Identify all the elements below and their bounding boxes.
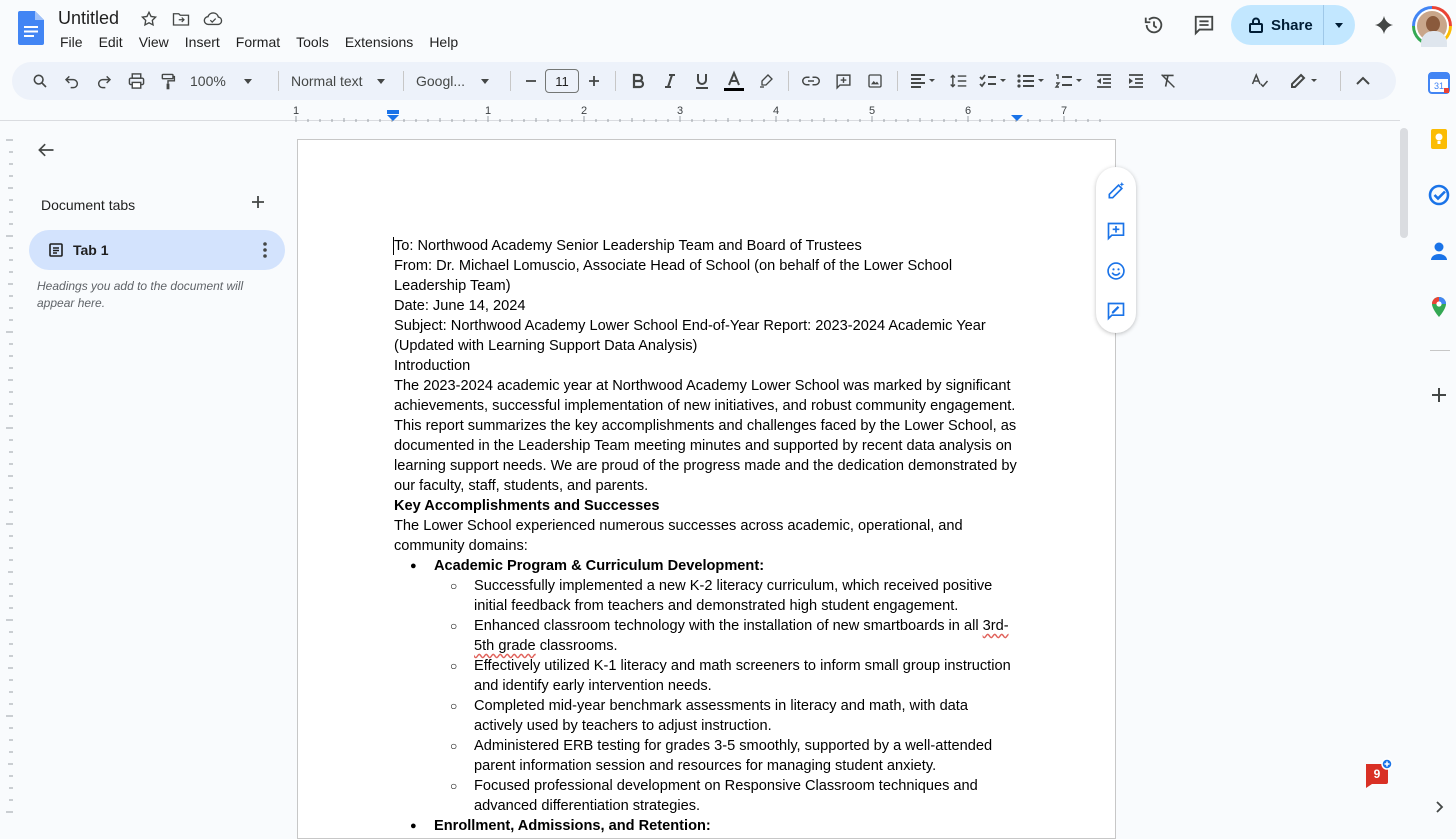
tasks-icon[interactable] (1428, 184, 1450, 206)
zoom-value: 100% (190, 73, 226, 89)
gemini-icon[interactable] (1364, 5, 1404, 45)
right-indent-marker[interactable] (1011, 115, 1023, 121)
clear-formatting-icon[interactable] (1152, 65, 1184, 97)
checklist-icon[interactable] (974, 65, 1012, 97)
star-icon[interactable] (138, 10, 160, 28)
emoji-reaction-icon[interactable] (1100, 255, 1132, 287)
insert-link-icon[interactable] (795, 65, 827, 97)
list-item-text: Enhanced classroom technology with the installation of new smartboards in all (474, 618, 983, 634)
horizontal-ruler[interactable] (292, 104, 1116, 122)
memo-subject[interactable]: Subject: Northwood Academy Lower School End-of-Year Report: 2023-2024 Academic Year (Updated with Learning Support Data Analysis) (394, 318, 986, 354)
notification-badge[interactable] (1362, 758, 1392, 788)
editing-mode-icon[interactable] (1284, 65, 1328, 97)
calendar-icon[interactable] (1428, 72, 1450, 94)
intro-heading[interactable]: Introduction (394, 358, 471, 374)
add-tab-icon[interactable] (248, 192, 268, 212)
move-folder-icon[interactable] (170, 10, 192, 28)
left-indent-marker[interactable] (387, 115, 399, 121)
show-side-panel-icon[interactable] (1428, 796, 1450, 818)
menu-view[interactable]: View (138, 34, 169, 50)
print-icon[interactable] (120, 65, 152, 97)
list-heading[interactable]: ● Academic Program & Curriculum Development: (394, 556, 1020, 576)
spelling-check-icon[interactable] (1244, 65, 1276, 97)
svg-text:31: 31 (1433, 81, 1445, 91)
list-item[interactable]: ○ Successfully implemented a new K-2 literacy curriculum, which received positive initial feedback from teachers and demonstrated high student engagement. (394, 576, 1020, 616)
vertical-ruler (0, 122, 13, 828)
close-outline-back-icon[interactable] (36, 140, 56, 160)
text-color-icon[interactable] (718, 65, 750, 97)
style-select[interactable] (285, 73, 397, 89)
text-cursor (393, 237, 394, 255)
increase-indent-icon[interactable] (1120, 65, 1152, 97)
first-line-indent-marker[interactable] (387, 110, 399, 114)
ruler-label: 7 (1060, 105, 1068, 117)
list-item[interactable]: ○ Completed mid-year benchmark assessments in literacy and math, with data actively used by teachers to adjust instruction. (394, 696, 1020, 736)
memo-from[interactable]: From: Dr. Michael Lomuscio, Associate Head of School (on behalf of the Lower School Leadership Team) (394, 258, 953, 294)
help-me-write-icon[interactable] (1100, 175, 1132, 207)
menu-format[interactable]: Format (235, 34, 281, 50)
font-value: Googl... (416, 73, 466, 89)
share-dropdown-button[interactable] (1324, 23, 1354, 28)
ruler-label: 2 (580, 105, 588, 117)
ruler-label: 3 (676, 105, 684, 117)
underline-icon[interactable] (686, 65, 718, 97)
insert-image-icon[interactable] (859, 65, 891, 97)
ruler-label: 1 (292, 105, 300, 117)
intro-paragraph[interactable]: The 2023-2024 academic year at Northwood Academy Lower School was marked by significant achievements, successful implementation of new initiatives, and robust community engagement. This report summarizes the key accomplishments and challenges faced by the Lower School, as documented in the Leadership Team meeting minutes and supported by recent data analysis on learning support needs. We are proud of the progress made and the dedication demonstrated by our faculty, staff, students, and parents. (394, 378, 1017, 494)
keep-icon[interactable] (1428, 128, 1450, 150)
suggest-edits-icon[interactable] (1100, 295, 1132, 327)
memo-to[interactable]: To: Northwood Academy Senior Leadership Team and Board of Trustees (394, 238, 862, 254)
increase-font-size-icon[interactable] (579, 65, 609, 97)
search-menus-icon[interactable] (24, 65, 56, 97)
section-heading[interactable]: Key Accomplishments and Successes (394, 498, 660, 514)
document-title[interactable]: Untitled (58, 8, 120, 28)
tab-1-label: Tab 1 (73, 242, 109, 258)
list-item[interactable] (394, 616, 1020, 656)
numbered-list-icon[interactable] (1050, 65, 1088, 97)
menu-tools[interactable]: Tools (296, 34, 329, 50)
tab-1[interactable] (29, 230, 285, 270)
list-item-text: classrooms. (535, 638, 618, 654)
tabs-hint-text: Headings you add to the document will appear here. (37, 279, 244, 310)
spelling-error-text[interactable]: 3rd-5th grade (474, 618, 1009, 654)
more-vert-icon[interactable] (263, 242, 267, 258)
collapse-menus-icon[interactable] (1347, 65, 1379, 97)
font-size-input[interactable]: 11 (545, 69, 579, 93)
line-spacing-icon[interactable] (942, 65, 974, 97)
menu-edit[interactable]: Edit (98, 34, 123, 50)
ruler-label: 6 (964, 105, 972, 117)
menu-extensions[interactable]: Extensions (344, 34, 414, 50)
align-icon[interactable] (904, 65, 942, 97)
ruler-label: 1 (484, 105, 492, 117)
paint-format-icon[interactable] (152, 65, 184, 97)
add-comment-icon[interactable] (827, 65, 859, 97)
ruler-label: 5 (868, 105, 876, 117)
menu-file[interactable]: File (60, 34, 83, 50)
decrease-indent-icon[interactable] (1088, 65, 1120, 97)
section-paragraph[interactable]: The Lower School experienced numerous successes across academic, operational, and community domains: (394, 518, 963, 554)
decrease-font-size-icon[interactable] (517, 65, 545, 97)
menu-insert[interactable]: Insert (184, 34, 220, 50)
docs-logo[interactable] (18, 11, 44, 45)
notification-count: 9 (1373, 767, 1381, 781)
document-tabs-heading: Document tabs (41, 197, 136, 213)
menu-help[interactable]: Help (429, 34, 459, 50)
bulleted-list-icon[interactable] (1012, 65, 1050, 97)
comments-icon[interactable] (1184, 5, 1224, 45)
document-page[interactable] (297, 139, 1116, 839)
cloud-saved-icon[interactable] (202, 10, 224, 28)
memo-date[interactable]: Date: June 14, 2024 (394, 298, 526, 314)
bold-icon[interactable] (622, 65, 654, 97)
get-addons-icon[interactable] (1428, 384, 1450, 406)
contacts-icon[interactable] (1428, 240, 1450, 262)
version-history-icon[interactable] (1134, 5, 1174, 45)
ruler-label: 4 (772, 105, 780, 117)
list-heading[interactable]: ● Enrollment, Admissions, and Retention: (394, 816, 1020, 836)
tab-document-icon (49, 243, 63, 257)
maps-icon[interactable] (1428, 296, 1450, 318)
style-value: Normal text (291, 73, 363, 89)
list-item[interactable]: ○ Effectively utilized K-1 literacy and math screeners to inform small group instruction and identify early intervention needs. (394, 656, 1020, 696)
list-item[interactable]: ○ Focused professional development on Responsive Classroom techniques and advanced differentiation strategies. (394, 776, 1020, 816)
share-label: Share (1271, 16, 1313, 34)
zoom-select[interactable] (184, 73, 272, 89)
add-comment-float-icon[interactable] (1100, 215, 1132, 247)
highlight-color-icon[interactable] (750, 65, 782, 97)
undo-icon[interactable] (56, 65, 88, 97)
italic-icon[interactable] (654, 65, 686, 97)
vertical-scrollbar[interactable] (1400, 128, 1408, 238)
list-item[interactable]: ○ Administered ERB testing for grades 3-5 smoothly, supported by a well-attended parent information session and resources for managing student anxiety. (394, 736, 1020, 776)
redo-icon[interactable] (88, 65, 120, 97)
lock-icon (1249, 17, 1263, 33)
avatar[interactable] (1412, 6, 1452, 46)
font-select[interactable] (410, 73, 504, 89)
share-button[interactable] (1231, 5, 1355, 45)
